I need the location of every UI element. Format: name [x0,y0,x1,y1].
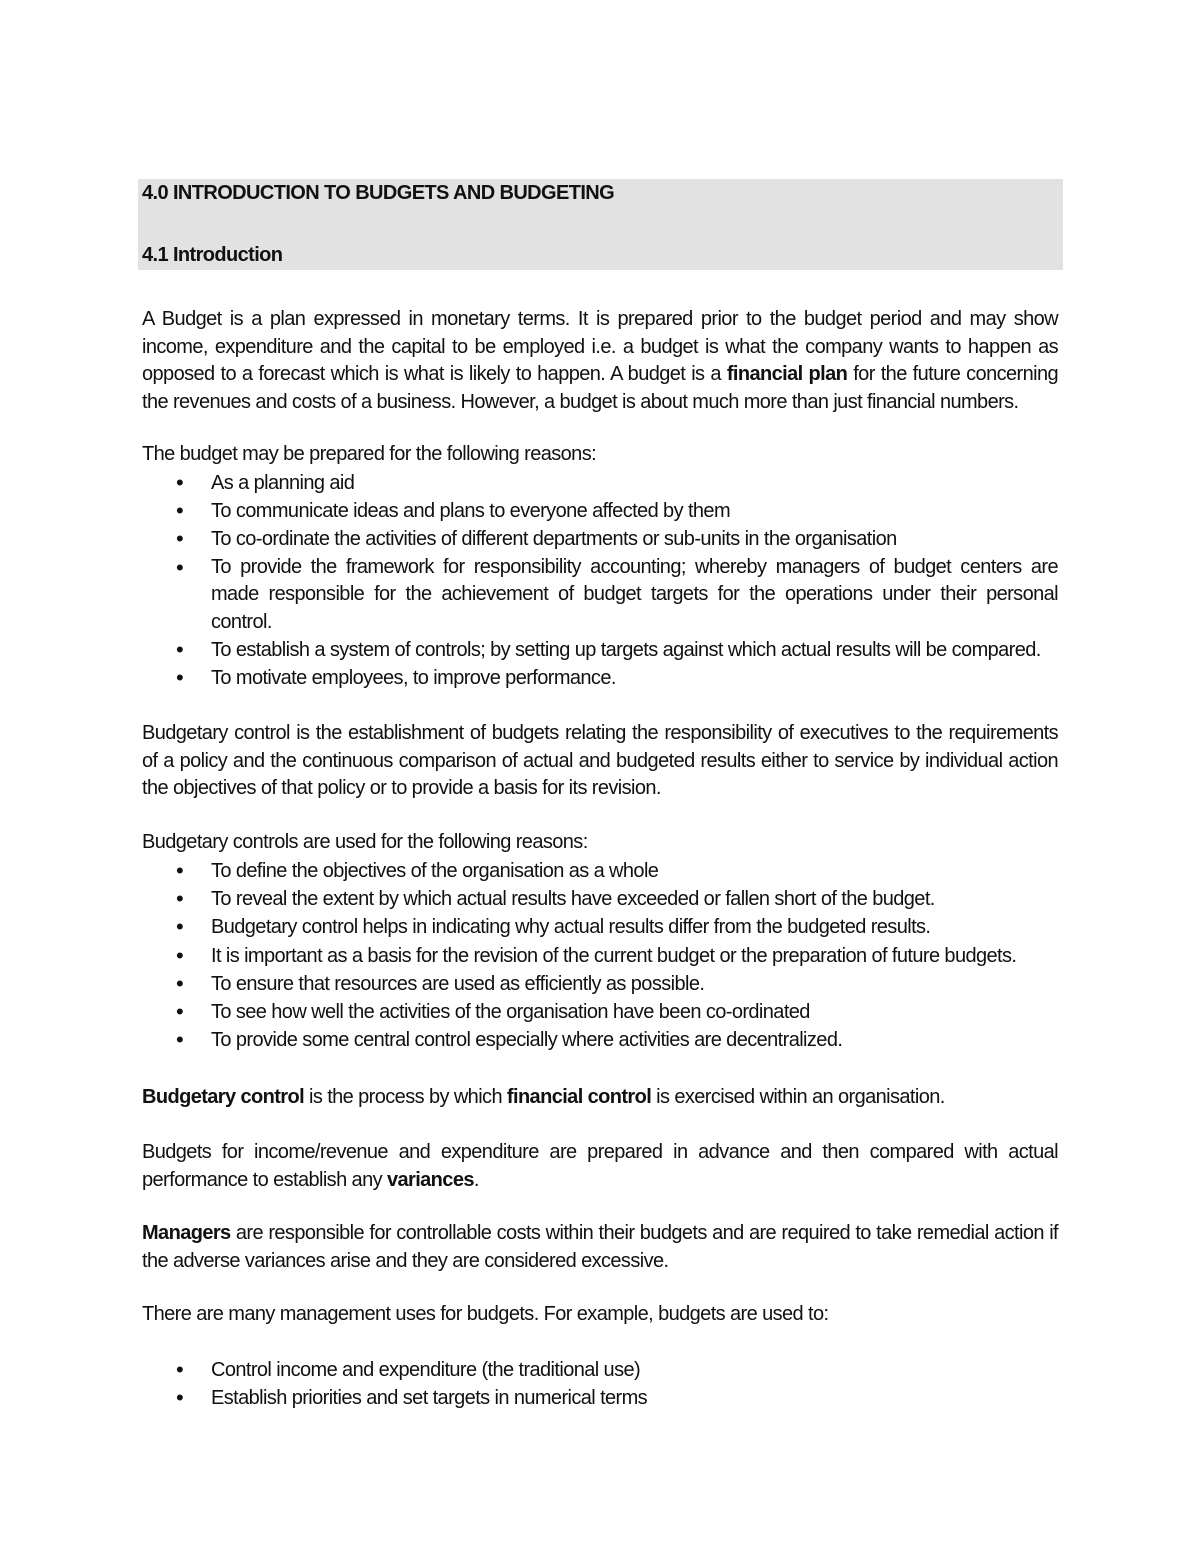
list-item: • As a planning aid [142,469,1058,497]
list-item: • To reveal the extent by which actual results have exceeded or fallen short of the budget. [142,885,1058,913]
section-title: 4.0 INTRODUCTION TO BUDGETS AND BUDGETING [142,182,615,204]
reasons-lead: The budget may be prepared for the following reasons: [142,443,597,465]
list-item: • To provide the framework for responsibility accounting; whereby managers of budget centers are made responsible for the achievement of budget targets for the operations under their personal control. [142,554,1058,637]
list-item: • To define the objectives of the organisation as a whole [142,857,1058,885]
list-item: • Establish priorities and set targets in numerical terms [142,1384,1058,1412]
uses-lead: There are many management uses for budgets. For example, budgets are used to: [142,1303,829,1325]
list-item: • To provide some central control especially where activities are decentralized. [142,1026,1058,1054]
list-item: • To ensure that resources are used as efficiently as possible. [142,970,1058,998]
list-item: • To motivate employees, to improve performance. [142,664,1058,692]
list-item: • To co-ordinate the activities of different departments or sub-units in the organisation [142,525,1058,553]
list-item: • Control income and expenditure (the traditional use) [142,1356,1058,1384]
section-subtitle: 4.1 Introduction [142,244,283,266]
variances-paragraph: Budgets for income/revenue and expenditure are prepared in advance and then compared with actual performance to establish any variances. [142,1141,1058,1191]
controls-list [142,857,1058,1054]
list-item: • Budgetary control helps in indicating why actual results differ from the budgeted results. [142,913,1058,941]
managers-paragraph: Managers are responsible for controllable costs within their budgets and are required to take remedial action if the adverse variances arise and they are considered excessive. [142,1222,1058,1272]
uses-list [142,1356,1058,1412]
process-paragraph: Budgetary control is the process by which financial control is exercised within an organisation. [142,1086,945,1108]
controls-lead: Budgetary controls are used for the following reasons: [142,831,588,853]
list-item: • To establish a system of controls; by setting up targets against which actual results will be compared. [142,636,1058,664]
list-item: • To communicate ideas and plans to everyone affected by them [142,497,1058,525]
intro-paragraph: A Budget is a plan expressed in monetary terms. It is prepared prior to the budget period and may show income, expenditure and the capital to be employed i.e. a budget is what the company wants to happen as opposed to a forecast which is what is likely to happen. A budget is a financial plan for the future concerning the revenues and costs of a business. However, a budget is about much more than just financial numbers. [142,308,1059,413]
list-item: • To see how well the activities of the organisation have been co-ordinated [142,998,1058,1026]
list-item: • It is important as a basis for the revision of the current budget or the preparation of future budgets. [142,942,1058,970]
reasons-list [142,469,1058,693]
budgetary-control-definition: Budgetary control is the establishment of budgets relating the responsibility of executives to the requirements of a policy and the continuous comparison of actual and budgeted results either to service by individual action the objectives of that policy or to provide a basis for its revision. [142,722,1058,799]
